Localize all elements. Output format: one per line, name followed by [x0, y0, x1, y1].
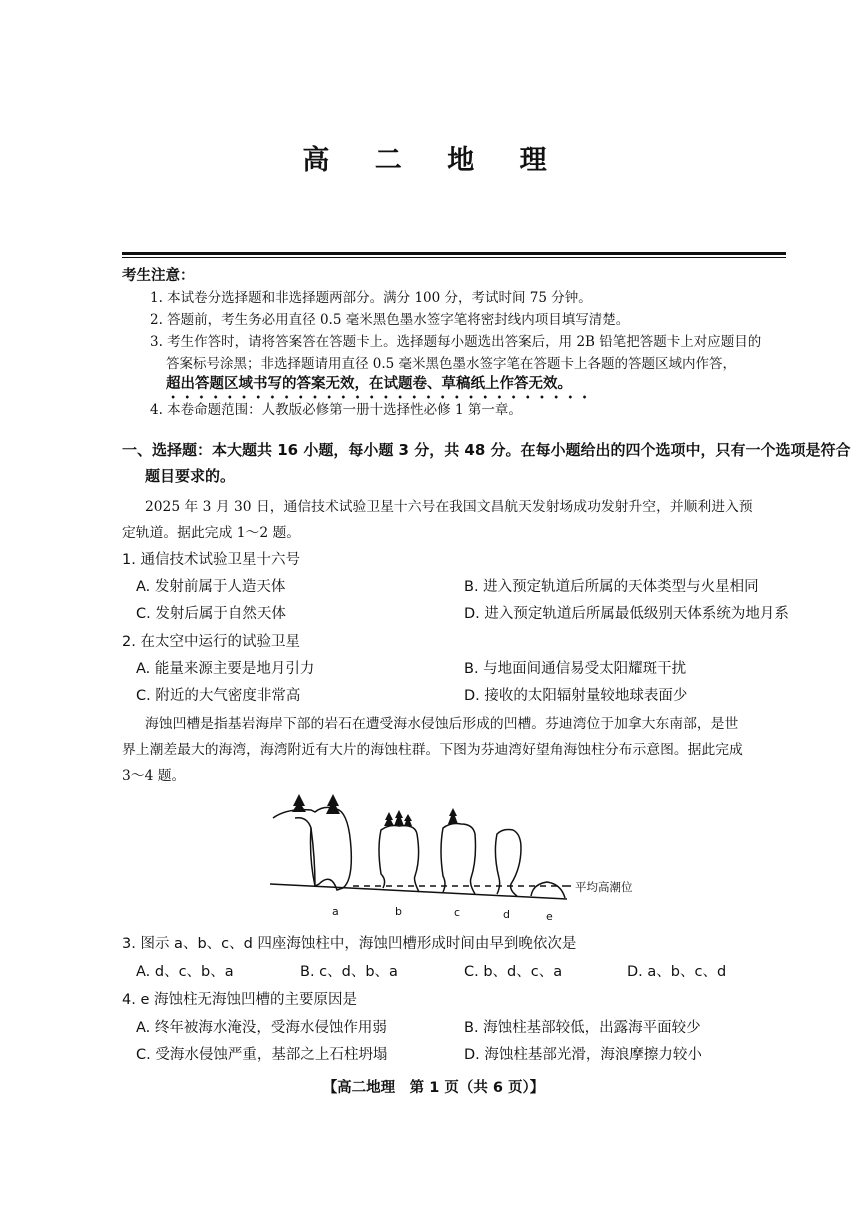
section-heading-cont: 题目要求的。: [145, 467, 236, 485]
q3-option-a: A. d、c、b、a: [136, 964, 234, 980]
pillar-b-shape: [379, 826, 419, 893]
tree-icon: [448, 808, 458, 824]
q1-option-a: A. 发射前属于人造天体: [136, 579, 286, 595]
tree-icon: [394, 810, 404, 826]
tree-icon: [384, 812, 394, 826]
q2-option-d: D. 接收的太阳辐射量较地球表面少: [464, 688, 688, 704]
sea-stack-diagram: [265, 788, 645, 923]
stem-2-line-3: 3～4 题。: [122, 768, 186, 784]
pillar-label-a: a: [332, 905, 339, 918]
notice-heading: 考生注意：: [122, 267, 195, 284]
pillar-label-c: c: [454, 906, 461, 919]
notice-item-2: 2. 答题前，考生务必用直径 0.5 毫米黑色墨水签字笔将密封线内项目填写清楚。: [150, 312, 630, 328]
notice-item-3-cont: 答案标号涂黑；非选择题请用直径 0.5 毫米黑色墨水签字笔在答题卡上各题的答题区域内作答，: [166, 356, 737, 372]
notice-item-3: 3. 考生作答时，请将答案答在答题卡上。选择题每小题选出答案后，用 2B 铅笔把答题卡上对应题目的: [150, 334, 762, 350]
cliff-a-shape: [273, 807, 351, 890]
stem-1-line-1: 2025 年 3 月 30 日，通信技术试验卫星十六号在我国文昌航天发射场成功发射升空，并顺利进入预: [145, 499, 753, 515]
question-1: 1. 通信技术试验卫星十六号: [122, 552, 300, 568]
pillar-label-b: b: [395, 905, 402, 918]
q2-option-c: C. 附近的大气密度非常高: [136, 688, 301, 704]
q2-option-a: A. 能量来源主要是地月引力: [136, 661, 315, 677]
q4-option-a: A. 终年被海水淹没，受海水侵蚀作用弱: [136, 1020, 387, 1036]
q1-option-c: C. 发射后属于自然天体: [136, 606, 286, 622]
question-3: 3. 图示 a、b、c、d 四座海蚀柱中，海蚀凹槽形成时间由早到晚依次是: [122, 936, 577, 952]
q3-option-c: C. b、d、c、a: [464, 964, 563, 980]
q4-option-d: D. 海蚀柱基部光滑，海浪摩擦力较小: [464, 1047, 702, 1063]
question-4: 4. e 海蚀柱无海蚀凹槽的主要原因是: [122, 992, 357, 1008]
tree-icon: [292, 794, 306, 812]
notice-item-4: 4. 本卷命题范围：人教版必修第一册十选择性必修 1 第一章。: [150, 402, 522, 418]
q3-option-b: B. c、d、b、a: [300, 964, 398, 980]
pillar-e-shape: [531, 882, 565, 898]
question-2: 2. 在太空中运行的试验卫星: [122, 634, 300, 650]
notice-item-1: 1. 本试卷分选择题和非选择题两部分。满分 100 分，考试时间 75 分钟。: [150, 290, 592, 306]
q4-option-c: C. 受海水侵蚀严重，基部之上石柱坍塌: [136, 1047, 388, 1063]
header-rule-thin: [122, 257, 786, 258]
section-heading: 一、选择题：本大题共 16 小题，每小题 3 分，共 48 分。在每小题给出的四个选项中，只有一个选项是符合: [122, 441, 851, 459]
tide-label: 平均高潮位: [575, 880, 633, 894]
stem-2-line-2: 界上潮差最大的海湾，海湾附近有大片的海蚀柱群。下图为芬迪湾好望角海蚀柱分布示意图。据此完成: [122, 742, 743, 758]
q2-option-b: B. 与地面间通信易受太阳耀斑干扰: [464, 661, 687, 677]
stem-1-line-2: 定轨道。据此完成 1～2 题。: [122, 525, 301, 541]
q1-option-b: B. 进入预定轨道后所属的天体类型与火星相同: [464, 579, 759, 595]
tree-icon: [326, 794, 340, 814]
pillar-label-e: e: [546, 910, 553, 923]
notice-item-3-emphasis: 超出答题区域书写的答案无效，在试题卷、草稿纸上作答无效。: [166, 376, 572, 392]
page-title: 高 二 地 理: [302, 145, 565, 176]
pillar-c-shape: [441, 824, 476, 895]
stem-2-line-1: 海蚀凹槽是指基岩海岸下部的岩石在遭受海水侵蚀后形成的凹槽。芬迪湾位于加拿大东南部，是世: [145, 716, 739, 732]
pillar-label-d: d: [503, 908, 510, 921]
tree-icon: [404, 814, 412, 826]
q4-option-b: B. 海蚀柱基部较低，出露海平面较少: [464, 1020, 701, 1036]
page-footer: 【高二地理 第 1 页（共 6 页）】: [322, 1080, 545, 1096]
q1-option-d: D. 进入预定轨道后所属最低级别天体系统为地月系: [464, 606, 789, 622]
header-rule: [122, 252, 786, 255]
q3-option-d: D. a、b、c、d: [627, 964, 727, 980]
